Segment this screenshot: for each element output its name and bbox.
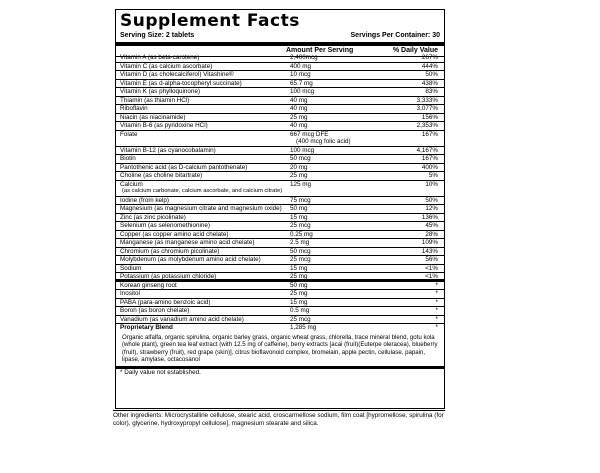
nutrient-daily-value: * <box>435 298 438 306</box>
nutrient-row <box>116 307 444 316</box>
nutrient-daily-value: 50% <box>425 71 438 78</box>
nutrient-amount: 25 mcg <box>290 256 311 263</box>
nutrient-daily-value: <1% <box>425 273 438 280</box>
nutrient-amount: 50 mg <box>290 205 308 212</box>
nutrient-name: Vitamin A (as beta-carotene) <box>120 54 200 61</box>
dv-header: % Daily Value <box>392 47 438 54</box>
nutrient-amount: 2.5 mg <box>290 239 310 246</box>
nutrient-row <box>116 197 444 206</box>
nutrient-amount: 667 mcg DFE <box>290 130 329 138</box>
nutrient-daily-value: 143% <box>421 247 438 255</box>
nutrient-amount: 75 mcg <box>290 196 311 204</box>
nutrient-row <box>116 80 444 89</box>
nutrient-name: Pantothenic acid (as D-calcium pantothenate) <box>120 163 248 171</box>
nutrient-amount: 0.5 mg <box>290 307 310 314</box>
nutrient-row <box>116 164 444 173</box>
nutrient-name: Magnesium (as magnesium citrate and magnesium oxide) <box>120 205 282 212</box>
nutrient-amount: 25 mg <box>290 290 308 297</box>
nutrient-amount: 15 mg <box>290 298 308 306</box>
nutrient-name: Choline (as choline bitartrate) <box>120 172 203 179</box>
nutrient-daily-value: 4,167% <box>416 146 438 154</box>
nutrient-amount: 40 mg <box>290 122 308 129</box>
nutrient-row <box>116 299 444 308</box>
nutrient-row <box>116 131 444 147</box>
nutrient-row <box>116 155 444 164</box>
nutrient-row <box>116 172 444 181</box>
nutrient-name: Manganese (as manganese amino acid chelate) <box>120 239 255 246</box>
nutrient-name: Korean ginseng root <box>120 281 177 289</box>
nutrient-daily-value: * <box>435 307 438 314</box>
nutrient-amount: 50 mcg <box>290 247 311 255</box>
nutrient-name: Copper (as copper amino acid chelate) <box>120 230 229 238</box>
nutrient-daily-value: <1% <box>425 264 438 272</box>
nutrient-amount: 40 mg <box>290 105 308 112</box>
nutrient-row <box>116 88 444 97</box>
nutrient-row <box>116 231 444 240</box>
nutrient-daily-value: 400% <box>421 163 438 171</box>
nutrient-row <box>116 256 444 265</box>
nutrient-name: Vanadium (as vanadium amino acid chelate) <box>120 315 244 323</box>
nutrient-amount: 100 mcg <box>290 146 315 154</box>
nutrient-amount: 40 mg <box>290 96 308 104</box>
nutrient-amount: 10 mcg <box>290 71 311 78</box>
nutrient-amount: 100 mcg <box>290 88 315 95</box>
nutrient-row <box>116 181 444 197</box>
nutrient-amount: 50 mg <box>290 281 308 289</box>
nutrient-name: Molybdenum (as molybdenum amino acid chelate) <box>120 256 261 263</box>
nutrient-rows <box>116 54 444 376</box>
amount-header: Amount Per Serving <box>286 47 354 54</box>
nutrient-daily-value: 136% <box>421 213 438 221</box>
nutrient-daily-value: 12% <box>425 205 438 212</box>
nutrient-amount: 65.7 mg <box>290 79 313 87</box>
other-ingredients-rule <box>113 410 445 411</box>
nutrient-row <box>116 248 444 257</box>
nutrient-name: Vitamin B-6 (as pyridoxine HCl) <box>120 122 208 129</box>
nutrient-name: Vitamin C (as calcium ascorbate) <box>120 62 213 70</box>
nutrient-row <box>116 114 444 123</box>
nutrient-daily-value: * <box>435 324 438 331</box>
nutrient-daily-value: 2,353% <box>416 122 438 129</box>
nutrient-row <box>116 324 444 333</box>
nutrient-name: Sodium <box>120 264 142 272</box>
nutrient-daily-value: 444% <box>421 62 438 70</box>
nutrient-amount: 25 mcg <box>290 222 311 229</box>
nutrient-amount: 125 mg <box>290 180 312 188</box>
nutrient-row <box>116 316 444 325</box>
nutrient-daily-value: 28% <box>425 230 438 238</box>
nutrient-row <box>116 105 444 114</box>
nutrient-name: Biotin <box>120 155 136 162</box>
nutrient-row <box>116 71 444 80</box>
nutrient-amount: 15 mg <box>290 213 308 221</box>
nutrient-daily-value: 167% <box>421 130 438 138</box>
nutrient-row <box>116 239 444 248</box>
other-ingredients-text: Other ingredients: Microcrystalline cellulose, stearic acid, croscarmellose sodium, film coat [hypromellose, spirulina (for color), glycerine, hydroxypropyl cellulose], magnesium stearate and silica. <box>113 412 444 427</box>
nutrient-daily-value: 3,333% <box>416 96 438 104</box>
nutrient-row <box>116 222 444 231</box>
nutrient-row <box>116 265 444 274</box>
serving-size: Serving Size: 2 tablets <box>120 32 195 39</box>
nutrient-amount: 25 mg <box>290 113 308 121</box>
nutrient-daily-value: 156% <box>421 113 438 121</box>
nutrient-name: Iodine (from kelp) <box>120 196 169 204</box>
nutrient-name: Inositol <box>120 290 140 297</box>
nutrient-amount: 15 mg <box>290 264 308 272</box>
nutrient-name: Riboflavin <box>120 105 148 112</box>
nutrient-daily-value: 3,077% <box>416 105 438 112</box>
nutrient-daily-value: 5% <box>428 172 438 179</box>
nutrient-row <box>116 214 444 223</box>
nutrient-name: Vitamin B-12 (as cyanocobalamin) <box>120 146 216 154</box>
nutrient-name: Potassium (as potassium chloride) <box>120 273 217 280</box>
footnote-rule <box>116 366 444 369</box>
nutrient-row <box>116 290 444 299</box>
nutrient-amount: 1,285 mg <box>290 324 317 331</box>
nutrient-amount: 25 mg <box>290 273 308 280</box>
nutrient-daily-value: 45% <box>425 222 438 229</box>
nutrient-name: Calcium <box>120 180 143 188</box>
other-ingredients <box>113 412 458 428</box>
nutrient-daily-value: 83% <box>425 88 438 95</box>
nutrient-row <box>116 97 444 106</box>
nutrient-row <box>116 205 444 214</box>
proprietary-blend-ingredients: Organic alfalfa, organic spirulina, organic barley grass, organic wheat grass, chlorella, trace mineral blend, gotu kola (whole plant), green tea leaf extract (with 12.5 mg of caffeine), berry extracts [acai (fruit)(Euterpe oleracea), blueberry (fruit), strawberry (fruit), red grape (skin)], citrus bioflavonoid complex, bromelain, apple pectin, cellulase, papain, lipase, amylase, octacosanol <box>122 333 438 364</box>
footnote: * Daily value not established. <box>120 368 201 376</box>
nutrient-daily-value: * <box>435 281 438 289</box>
nutrient-name: Boron (as boron chelate) <box>120 307 190 314</box>
nutrient-source-note: (as calcium carbonate, calcium ascorbate, and calcium citrate) <box>122 187 283 194</box>
nutrient-amount: 25 mcg <box>290 315 311 323</box>
nutrient-daily-value: 109% <box>421 239 438 246</box>
nutrient-daily-value: * <box>435 315 438 323</box>
nutrient-amount: 50 mcg <box>290 155 311 162</box>
nutrient-name: Selenium (as selenomethionine) <box>120 222 210 229</box>
nutrient-name: Vitamin E (as d-alpha-tocopheryl succinate) <box>120 79 242 87</box>
nutrient-amount: 25 mg <box>290 172 308 179</box>
nutrient-row <box>116 273 444 282</box>
nutrient-name: PABA (para-amino benzoic acid) <box>120 298 211 306</box>
nutrient-name: Chromium (as chromium picolinate) <box>120 247 220 255</box>
nutrient-amount: 20 mg <box>290 163 308 171</box>
nutrient-amount-detail: (400 mcg folic acid) <box>296 137 351 145</box>
nutrient-row <box>116 54 444 63</box>
nutrient-name: Thiamin (as thiamin HCl) <box>120 96 190 104</box>
nutrient-name: Zinc (as zinc picolinate) <box>120 213 186 221</box>
nutrient-name: Vitamin D (as cholecalciferol) Vitashine® <box>120 71 234 78</box>
nutrient-row <box>116 147 444 156</box>
nutrient-daily-value: 267% <box>421 54 438 61</box>
nutrient-daily-value: 438% <box>421 79 438 87</box>
nutrient-amount: 0.25 mg <box>290 230 313 238</box>
nutrient-amount: 400 mg <box>290 62 312 70</box>
nutrient-name: Vitamin K (as phylloquinone) <box>120 88 201 95</box>
panel-title: Supplement Facts <box>120 11 300 31</box>
servings-per-container: Servings Per Container: 30 <box>350 32 440 39</box>
nutrient-daily-value: 167% <box>421 155 438 162</box>
nutrient-daily-value: 10% <box>425 180 438 188</box>
serving-info <box>116 32 444 42</box>
nutrient-daily-value: 56% <box>425 256 438 263</box>
nutrient-daily-value: 50% <box>425 196 438 204</box>
supplement-facts-panel <box>115 9 445 409</box>
nutrient-name: Niacin (as niacinamide) <box>120 113 186 121</box>
nutrient-row <box>116 122 444 131</box>
nutrient-row <box>116 282 444 291</box>
nutrient-daily-value: * <box>435 290 438 297</box>
nutrient-row <box>116 63 444 72</box>
nutrient-name: Folate <box>120 130 138 138</box>
nutrient-name: Proprietary Blend <box>120 324 173 331</box>
nutrient-amount: 2,400mcg <box>290 54 318 61</box>
